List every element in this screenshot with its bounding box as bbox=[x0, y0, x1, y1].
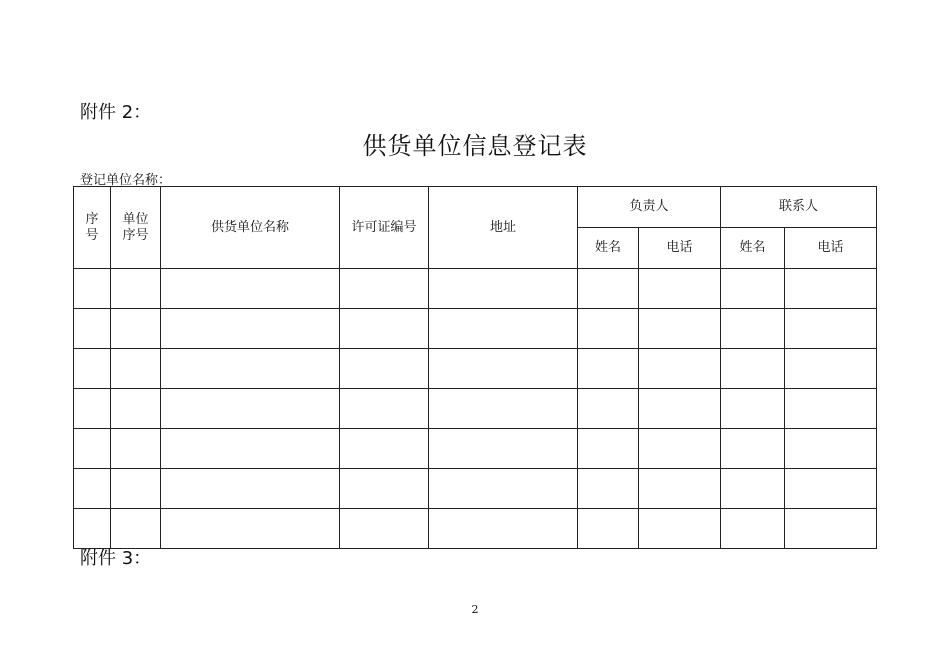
table-cell[interactable] bbox=[161, 509, 340, 549]
table-row bbox=[74, 269, 877, 309]
header-contact-phone: 电话 bbox=[785, 228, 877, 269]
table-cell[interactable] bbox=[340, 309, 429, 349]
header-unit-seq: 单位 序号 bbox=[111, 187, 161, 269]
table-cell[interactable] bbox=[721, 389, 785, 429]
table-cell[interactable] bbox=[340, 389, 429, 429]
table-cell[interactable] bbox=[578, 389, 639, 429]
table-cell[interactable] bbox=[721, 469, 785, 509]
table-cell[interactable] bbox=[74, 389, 111, 429]
table-cell[interactable] bbox=[74, 269, 111, 309]
table-cell[interactable] bbox=[161, 269, 340, 309]
table-cell[interactable] bbox=[578, 509, 639, 549]
table-cell[interactable] bbox=[429, 269, 578, 309]
table-cell[interactable] bbox=[111, 429, 161, 469]
table-cell[interactable] bbox=[74, 309, 111, 349]
table-cell[interactable] bbox=[639, 469, 721, 509]
table-cell[interactable] bbox=[111, 349, 161, 389]
table-cell[interactable] bbox=[721, 429, 785, 469]
table-cell[interactable] bbox=[161, 429, 340, 469]
table-cell[interactable] bbox=[111, 469, 161, 509]
table-cell[interactable] bbox=[429, 429, 578, 469]
page-title: 供货单位信息登记表 bbox=[362, 132, 588, 160]
table-cell[interactable] bbox=[578, 469, 639, 509]
header-contact-person: 联系人 bbox=[721, 187, 877, 228]
attachment-2-heading: 附件 2： bbox=[80, 102, 152, 123]
table-row bbox=[74, 309, 877, 349]
table-cell[interactable] bbox=[639, 269, 721, 309]
table-cell[interactable] bbox=[111, 389, 161, 429]
table-cell[interactable] bbox=[639, 509, 721, 549]
table-cell[interactable] bbox=[340, 429, 429, 469]
table-cell[interactable] bbox=[429, 389, 578, 429]
table-cell[interactable] bbox=[785, 389, 877, 429]
table-cell[interactable] bbox=[639, 349, 721, 389]
table-cell[interactable] bbox=[785, 469, 877, 509]
header-seq: 序 号 bbox=[74, 187, 111, 269]
table-cell[interactable] bbox=[429, 509, 578, 549]
table-cell[interactable] bbox=[111, 309, 161, 349]
header-responsible-name: 姓名 bbox=[578, 228, 639, 269]
table-cell[interactable] bbox=[578, 429, 639, 469]
table-cell[interactable] bbox=[161, 389, 340, 429]
table-cell[interactable] bbox=[785, 509, 877, 549]
table-row bbox=[74, 389, 877, 429]
table-cell[interactable] bbox=[340, 509, 429, 549]
table-cell[interactable] bbox=[340, 469, 429, 509]
table-cell[interactable] bbox=[74, 349, 111, 389]
table-cell[interactable] bbox=[74, 429, 111, 469]
table-cell[interactable] bbox=[429, 469, 578, 509]
table-row bbox=[74, 429, 877, 469]
table-cell[interactable] bbox=[639, 429, 721, 469]
table-cell[interactable] bbox=[578, 309, 639, 349]
header-contact-name: 姓名 bbox=[721, 228, 785, 269]
table-cell[interactable] bbox=[111, 269, 161, 309]
table-cell[interactable] bbox=[785, 429, 877, 469]
table-cell[interactable] bbox=[721, 269, 785, 309]
table-cell[interactable] bbox=[161, 309, 340, 349]
table-cell[interactable] bbox=[721, 509, 785, 549]
table-cell[interactable] bbox=[721, 309, 785, 349]
table-cell[interactable] bbox=[161, 349, 340, 389]
table-cell[interactable] bbox=[785, 309, 877, 349]
table-cell[interactable] bbox=[74, 469, 111, 509]
table-cell[interactable] bbox=[639, 309, 721, 349]
page-number: 2 bbox=[471, 603, 479, 616]
supplier-registration-table bbox=[73, 186, 877, 549]
header-address: 地址 bbox=[429, 187, 578, 269]
table-row bbox=[74, 349, 877, 389]
header-responsible-phone: 电话 bbox=[639, 228, 721, 269]
table-cell[interactable] bbox=[429, 349, 578, 389]
header-license-no: 许可证编号 bbox=[340, 187, 429, 269]
table-cell[interactable] bbox=[429, 309, 578, 349]
table-cell[interactable] bbox=[578, 349, 639, 389]
table-cell[interactable] bbox=[161, 469, 340, 509]
header-supplier-name: 供货单位名称 bbox=[161, 187, 340, 269]
table-cell[interactable] bbox=[340, 269, 429, 309]
table-row bbox=[74, 509, 877, 549]
table-cell[interactable] bbox=[74, 509, 111, 549]
table-row bbox=[74, 469, 877, 509]
table-cell[interactable] bbox=[639, 389, 721, 429]
table-cell[interactable] bbox=[785, 349, 877, 389]
table-cell[interactable] bbox=[785, 269, 877, 309]
table-cell[interactable] bbox=[721, 349, 785, 389]
header-row-1 bbox=[74, 187, 877, 228]
header-responsible-person: 负责人 bbox=[578, 187, 721, 228]
attachment-3-heading: 附件 3： bbox=[80, 548, 152, 569]
table-cell[interactable] bbox=[111, 509, 161, 549]
table-cell[interactable] bbox=[340, 349, 429, 389]
registering-unit-label: 登记单位名称： bbox=[80, 173, 172, 188]
table-cell[interactable] bbox=[578, 269, 639, 309]
